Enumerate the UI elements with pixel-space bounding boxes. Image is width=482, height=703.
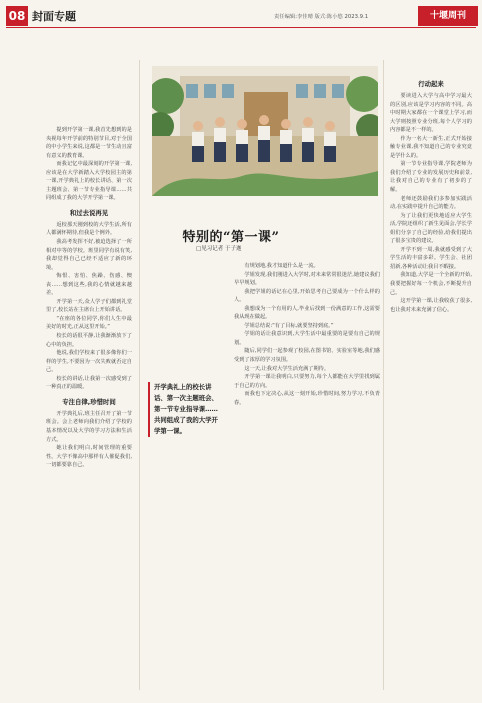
paragraph: 我高考发挥不好,被迫选择了一所相对中等的学校。班里同学有说有笑,我却觉得自己已经不适应了新的环境。 [46,239,132,271]
paragraph: 校长的讲话,让我第一次感受到了一种真正的温暖。 [46,375,132,391]
paragraph: 而我也下定决心,从这一刻开始,珍惜时间,努力学习,不负青春。 [234,391,380,406]
paragraph: 这一天,让我对大学生活充满了期待。 [244,365,330,372]
subheading: 专注自律,珍惜时间 [62,397,116,406]
subheading: 行动起来 [418,80,444,88]
school-scene-illustration [152,66,378,196]
column-divider [139,60,140,690]
middle-column [234,262,380,407]
paragraph: 而我记忆中最深刻的开学第一课,应该是在大学新踏入大学校园主的第一课,开学典礼上的校长讲话、第一次主题班会、第一节专业指导课……共同组成了我的大学开学第一课。 [46,161,132,202]
paragraph: 为了让我们更快地适应大学生活,学院还组织了新生见面会,学长学姐们分享了自己的经验,给我们提出了很多宝贵的建议。 [390,212,472,245]
paragraph: 随后,同学们一起参观了校园,在图书馆、实验室等地,我们感受到了浓厚的学习氛围。 [234,348,380,364]
paragraph: 学姐的话让我意识到,大学生活中最重要的是要有自己的规划。 [234,331,380,346]
paragraph: 我想成为一个有用的人,毕业后找到一份满意的工作,这需要我从现在做起。 [234,305,380,321]
paragraph: 有规划地,我才知道什么是一流。 [244,263,319,269]
paragraph: 第一节专业指导课,学院老师为我们介绍了专业的发展历史和前景,让我对自己的专业有了初步的了解。 [390,161,472,194]
left-column [46,126,132,470]
right-column [390,74,472,314]
article-byline: □见习记者 于子迦 [196,246,242,252]
paragraph: “在座的各位同学,你们人生中最美好的时光,正从这里开始。” [46,315,132,331]
page-header [0,6,482,28]
paragraph: 悔恨、害怕、焦躁、伤感、懊丧……想到这些,我的心情就越来越差。 [46,273,132,297]
pull-quote: 开学典礼上的校长讲话、第一次主题班会、第一节专业指导课……共同组成了我的大学开学第一课。 [148,382,223,437]
paragraph: 作为一名大一新生,正式开始接触专业课,我不知道自己的专业究竟是学什么的。 [390,135,472,159]
paragraph: 开学典礼后,班主任召开了第一节班会。会上老师向我们介绍了学校的基本情况以及大学的学习方法和生活方式。 [46,410,132,443]
editor-credits: 责任编辑:李佳晴 版式:陈小悠 2023.9.1 [274,14,369,20]
header-divider [6,27,476,28]
paragraph: 学姐发现,我们刚进入大学时,对未来常常很迷茫,她建议我们早早规划。 [234,271,380,287]
paragraph: 返校那天刚到校的大学生活,所有人都满怀期待,但我是个例外。 [46,221,132,237]
section-title: 封面专题 [32,10,76,23]
paragraph: 提到开学第一课,我首先想到的是央视每年开学前的特别节目,对于全国的中小学生来说,这都是一节生动且富有意义的教育课。 [46,127,132,159]
cover-illustration [152,66,378,196]
paragraph: 我知道,大学是一个全新的开始,我要把握好每一个机会,不断提升自己。 [390,272,472,296]
paragraph: 开学第一天,众人学子们都到礼堂里了,校长站在主席台上开始讲话。 [46,298,132,314]
paragraph: 要读进入大学与高中学习最大的区别,应该是学习内容的不同。高中时期大家都在一个课堂上学习,而大学则按照专业分班,每个人学习的内容都是不一样的。 [390,93,472,134]
paragraph: 他说,我们学校来了很多像你们一样的学生,不要因为一次失败就否定自己。 [46,350,132,374]
paragraph: 校长的话很平静,让我渐渐放下了心中的负担。 [46,333,132,348]
paragraph: 开学第一课让我明白,只要努力,每个人都能在大学里找到属于自己的方向。 [234,374,380,389]
subheading: 和过去说再见 [69,208,109,217]
column-divider [383,60,384,690]
paragraph: 开学不到一周,我就感受到了大学生活的丰富多彩。学生会、社团招新,各种活动让我目不暇接。 [390,246,472,270]
paragraph: 她让我们明白,时间管理的重要性。大学不像高中那样有人催促我们,一切都要靠自己。 [46,445,132,469]
page-number: 08 [6,6,28,26]
brand-logo: 十堰周刊 [418,6,478,26]
paragraph: 学姐总结说:“有了目标,就要坚持到底。” [244,322,334,329]
article-headline: 特别的“第一课” [182,230,280,245]
paragraph: 我把学姐的话记在心里,开始思考自己要成为一个什么样的人。 [234,288,380,304]
paragraph: 这开学第一课,让我收获了很多,也让我对未来充满了信心。 [390,298,472,313]
paragraph: 老师还鼓励我们多参加实践活动,在实践中提升自己的能力。 [390,195,472,211]
